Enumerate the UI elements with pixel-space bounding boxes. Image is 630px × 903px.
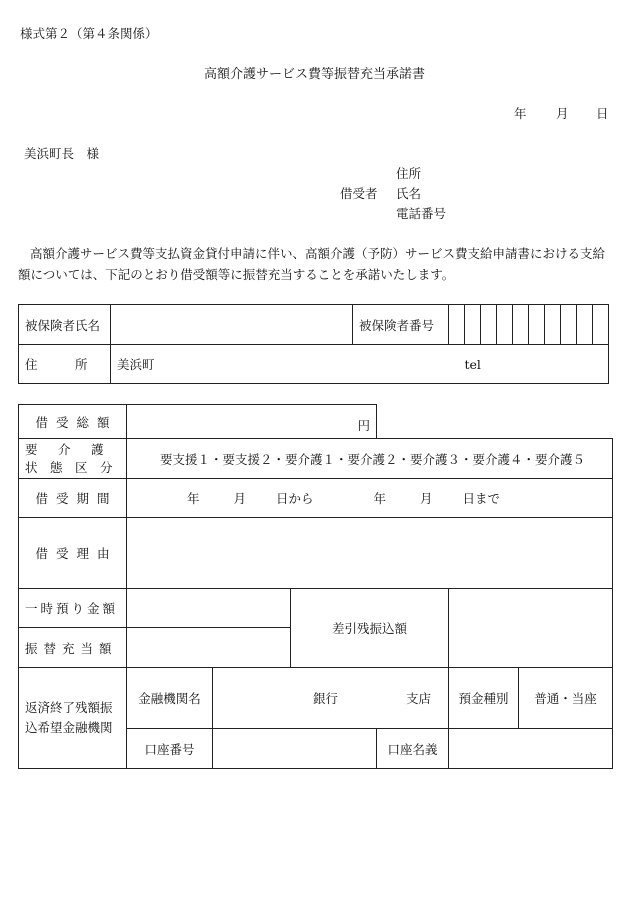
loan-period-label: 借受期間 — [19, 479, 127, 518]
care-level-label-2: 状 態 区 分 — [25, 459, 113, 475]
account-name-field[interactable] — [449, 729, 613, 769]
borrower-phone-label: 電話番号 — [396, 206, 447, 221]
bank-section-label — [19, 668, 127, 769]
insured-number-digit[interactable] — [545, 305, 561, 345]
borrower-label: 借受者 — [340, 186, 378, 201]
account-type-label: 預金種別 — [449, 668, 519, 729]
insured-address-label: 住 所 — [19, 345, 111, 384]
insured-number-digit[interactable] — [449, 305, 465, 345]
account-number-label: 口座番号 — [127, 729, 213, 769]
tel-label: tel — [464, 357, 481, 372]
insured-address-field[interactable] — [111, 345, 609, 384]
transfer-label: 振替充当額 — [19, 628, 127, 668]
insured-address-value: 美浜町 — [117, 357, 155, 372]
insured-number-digit[interactable] — [529, 305, 545, 345]
date-year: 年 — [514, 106, 527, 121]
institution-label: 金融機関名 — [127, 668, 213, 729]
loan-total-field[interactable] — [127, 405, 377, 439]
bank-suffix: 銀行 — [313, 691, 339, 706]
loan-reason-field[interactable] — [127, 518, 613, 589]
branch-suffix: 支店 — [406, 691, 432, 706]
care-level-label — [19, 439, 127, 479]
account-number-field[interactable] — [213, 729, 377, 769]
insured-name-field[interactable] — [111, 305, 353, 345]
borrower-name-label: 氏名 — [396, 186, 422, 201]
blank-cell — [377, 405, 613, 439]
period-to-day: 日まで — [462, 491, 501, 506]
document-title: 高額介護サービス費等振替充当承諾書 — [204, 67, 426, 82]
account-type-options[interactable]: 普通・当座 — [519, 668, 613, 729]
insured-number-digit[interactable] — [593, 305, 609, 345]
consent-text: 高額介護サービス費等支払資金貸付申請に伴い、高額介護（予防）サービス費支給申請書における支給額については、下記のとおり借受額等に振替充当することを承諾いたします。 — [18, 246, 606, 282]
insured-number-digit[interactable] — [481, 305, 497, 345]
form-number: 様式第２（第４条関係） — [20, 26, 158, 41]
account-name-label: 口座名義 — [377, 729, 449, 769]
borrower-address-label: 住所 — [396, 166, 422, 181]
insured-number-digit[interactable] — [513, 305, 529, 345]
insured-table — [18, 304, 609, 384]
addressee: 美浜町長 様 — [24, 146, 100, 161]
period-from-day: 日から — [276, 491, 314, 506]
period-from-year: 年 — [187, 491, 200, 506]
insured-number-digit[interactable] — [497, 305, 513, 345]
period-to-year: 年 — [373, 491, 387, 506]
deposit-field[interactable] — [127, 589, 291, 628]
insured-number-digit[interactable] — [561, 305, 577, 345]
balance-field[interactable] — [449, 589, 613, 668]
period-to-month: 月 — [420, 491, 433, 506]
balance-label: 差引残振込額 — [291, 589, 449, 668]
care-level-options[interactable]: 要支援１・要支援２・要介護１・要介護２・要介護３・要介護４・要介護５ — [127, 439, 613, 479]
date-month: 月 — [556, 106, 569, 121]
institution-field[interactable] — [213, 668, 449, 729]
bank-section-label-2: 込希望金融機関 — [25, 720, 113, 735]
loan-period-field[interactable] — [127, 479, 613, 518]
care-level-label-1: 要 介 護 — [25, 441, 108, 457]
date-day: 日 — [596, 106, 609, 121]
yen-unit: 円 — [357, 418, 371, 433]
bank-section-label-1: 返済終了残額振 — [25, 700, 113, 715]
transfer-field[interactable] — [127, 628, 291, 668]
deposit-label: 一時預り金額 — [19, 589, 127, 628]
consent-paragraph — [18, 243, 612, 285]
loan-reason-label: 借受理由 — [19, 518, 127, 589]
loan-total-label: 借受総額 — [19, 405, 127, 439]
insured-number-digit[interactable] — [465, 305, 481, 345]
insured-name-label: 被保険者氏名 — [19, 305, 111, 345]
insured-number-digit[interactable] — [577, 305, 593, 345]
period-from-month: 月 — [233, 491, 247, 506]
loan-table — [18, 404, 613, 769]
insured-number-label: 被保険者番号 — [353, 305, 449, 345]
